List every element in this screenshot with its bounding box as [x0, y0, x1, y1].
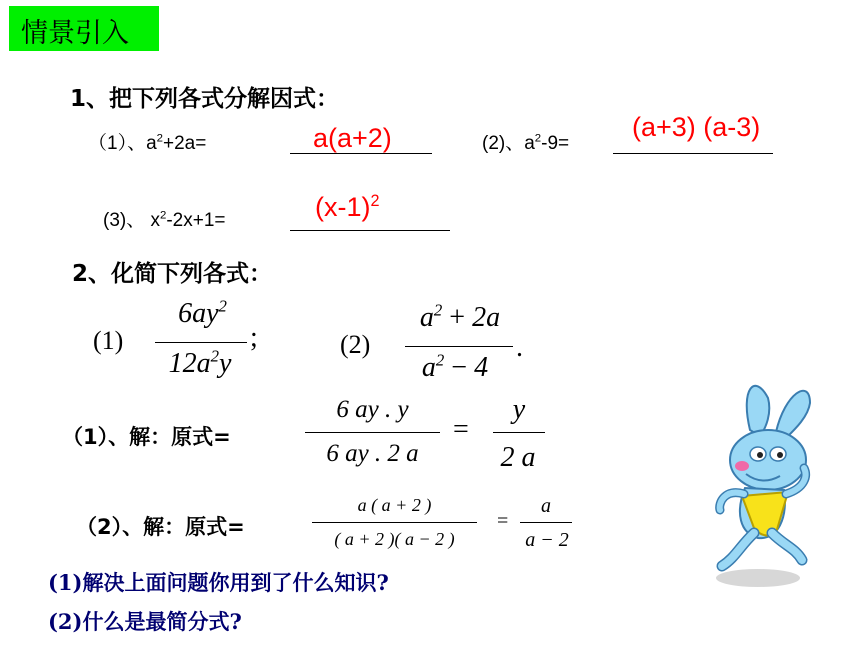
problem3-blank	[290, 230, 450, 231]
problem3-label: (3)、 $x^2-2x+1=$	[103, 209, 226, 231]
solution1-result-bar	[493, 432, 545, 433]
nose	[735, 461, 749, 471]
question-2: (2)什么是最简分式?	[48, 609, 242, 634]
solution2-result-denominator: a − 2	[525, 529, 569, 551]
rabbit-mascot-illustration	[680, 368, 830, 593]
solution1-equals: =	[453, 414, 469, 445]
problem1-label: （1）、$a^2+2a=$	[88, 132, 207, 154]
left-ear	[747, 386, 770, 436]
section1-title: 1、把下列各式分解因式：	[70, 86, 340, 112]
problem1-answer: a(a+2)	[313, 123, 392, 153]
solution1-numerator: 6 ay . y	[336, 396, 409, 423]
expr2-fraction-bar	[405, 346, 513, 347]
solution2-equals: =	[497, 510, 509, 532]
expr1-label: (1)	[93, 326, 124, 355]
solution1-denominator: 6 ay . 2 a	[326, 440, 419, 467]
solution2-fraction-bar	[312, 522, 477, 523]
solution1-label: （1）、解：原式=	[62, 425, 231, 449]
expr2-tail: .	[516, 332, 523, 363]
section2-title: 2、化简下列各式：	[72, 261, 273, 287]
solution1-result-denominator: 2 a	[500, 442, 536, 473]
solution2-result-bar	[520, 522, 572, 523]
problem2-blank	[613, 153, 773, 154]
expr1-denominator: $12a^2y$	[168, 346, 232, 379]
problem2-answer: (a+3) (a-3)	[632, 112, 761, 142]
section-tag: 情景引入	[9, 6, 159, 51]
question-1: (1)解决上面问题你用到了什么知识?	[48, 570, 389, 595]
expr1-tail: ;	[250, 322, 258, 353]
expr2-label: (2)	[340, 330, 371, 359]
expr2-denominator: $a^2 - 4$	[421, 350, 489, 383]
shadow	[716, 569, 800, 587]
expr1-numerator: $6ay^2$	[178, 296, 227, 329]
expr2-numerator: $a^2 + 2a$	[419, 300, 501, 333]
solution2-label: （2）、解：原式=	[76, 515, 245, 539]
solution1-fraction-bar	[305, 432, 440, 433]
problem2-label: (2)、$a^2-9=$	[482, 132, 570, 154]
solution2-result-numerator: a	[541, 495, 551, 517]
solution2-denominator: ( a + 2 )( a − 2 )	[334, 529, 455, 549]
solution1-result-numerator: y	[512, 394, 526, 425]
solution2-numerator: a ( a + 2 )	[357, 495, 432, 515]
expr1-fraction-bar	[155, 342, 247, 343]
problem3-answer: $(x-1)^2$	[315, 192, 380, 222]
